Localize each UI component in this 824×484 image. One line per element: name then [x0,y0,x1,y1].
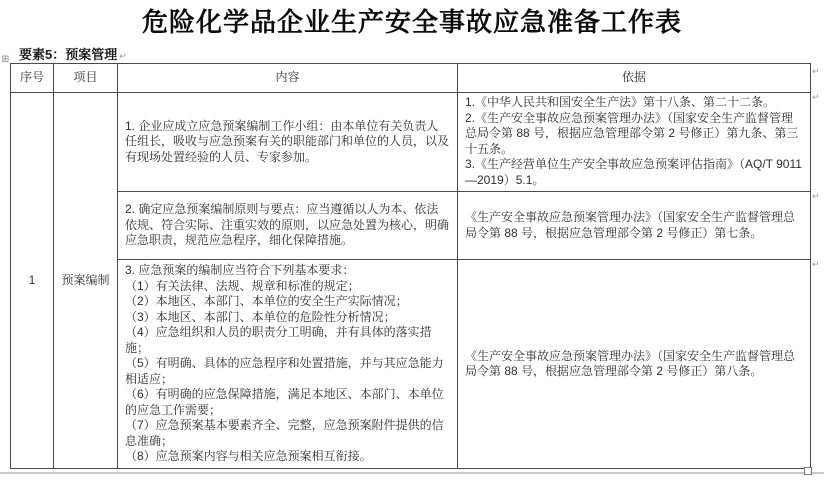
basis-cell-1 [458,93,811,192]
section-label [19,44,127,63]
table-row [11,192,811,260]
basis-paragraph: 《生产安全事故应急预案管理办法》（国家安全生产监督管理总局令第 88 号，根据应急管理部令第 2 号修正）第八条。 [465,348,796,378]
content-paragraph: （6）有明确的应急保障措施，满足本地区、本部门、本单位的应急工作需要； [125,387,444,417]
basis-paragraph: 2.《生产安全事故应急预案管理办法》（国家安全生产监督管理总局令第 88 号，根据应急管理部令第 2 号修正）第九条、第三十五条。 [465,110,799,156]
section-label-text: 要素5：预案管理 [19,47,118,62]
page-bottom-divider [0,472,824,474]
row-end-mark-icon: ↵ [812,66,820,76]
content-paragraph: （7）应急预案基本要素齐全、完整，应急预案附件提供的信息准确； [125,418,444,448]
table-row [11,260,811,469]
content-paragraph: 3. 应急预案的编制应当符合下列基本要求： [125,263,355,278]
content-cell-3 [118,260,458,469]
table-row [11,93,811,192]
basis-paragraph: 1.《中华人民共和国安全生产法》第十八条、第二十二条。 [465,95,776,109]
content-paragraph: 2. 确定应急预案编制原则与要点：应当遵循以人为本、依法依规、符合实际、注重实效的原则，以应急处置为核心，明确应急职责，规范应急程序，细化保障措施。 [125,202,450,248]
header-cell-content: 内容 [118,64,458,93]
content-paragraph: （8）应急预案内容与相关应急预案相互衔接。 [125,449,372,464]
row-end-mark-icon: ↵ [812,92,820,102]
header-row [11,64,811,93]
item-cell: 预案编制 [54,93,118,469]
header-cell-basis: 依据 [458,64,811,93]
content-cell-1 [118,93,458,192]
basis-paragraph: 《生产安全事故应急预案管理办法》（国家安全生产监督管理总局令第 88 号，根据应急管理部令第 2 号修正）第七条。 [465,210,796,240]
content-paragraph: （3）本地区、本部门、本单位的危险性分析情况； [125,309,396,324]
content-paragraph: （5）有明确、具体的应急程序和处置措施，并与其应急能力相适应； [125,356,444,386]
basis-cell-3 [458,260,811,469]
row-end-mark-icon: ↵ [812,191,820,201]
content-paragraph: （4）应急组织和人员的职责分工明确，并有具体的落实措施； [125,325,432,355]
row-end-mark-icon: ↵ [812,259,820,269]
content-paragraph: （2）本地区、本部门、本单位的安全生产实际情况； [125,294,408,309]
basis-cell-2 [458,192,811,260]
content-paragraph: 1. 企业应成立应急预案编制工作小组：由本单位有关负责人任组长，吸收与应急预案有关的职能部门和单位的人员，以及有现场处置经验的人员、专家参加。 [125,118,450,164]
page-title: 危险化学品企业生产安全事故应急准备工作表 [141,7,682,37]
basis-paragraph: 3.《生产经营单位生产安全事故应急预案评估指南》（AQ/T 9011—2019）5.1。 [465,157,802,187]
worksheet-table [10,63,811,469]
table-resize-handle [804,467,812,475]
seq-cell: 1 [11,93,54,469]
content-cell-2 [118,192,458,260]
paragraph-mark-icon: ↵ [119,51,127,61]
table-anchor-mark: ⊞ [1,54,10,65]
header-cell-seq: 序号 [11,64,54,93]
header-cell-item: 项目 [54,64,118,93]
content-paragraph: （1）有关法律、法规、规章和标准的规定； [125,278,360,293]
